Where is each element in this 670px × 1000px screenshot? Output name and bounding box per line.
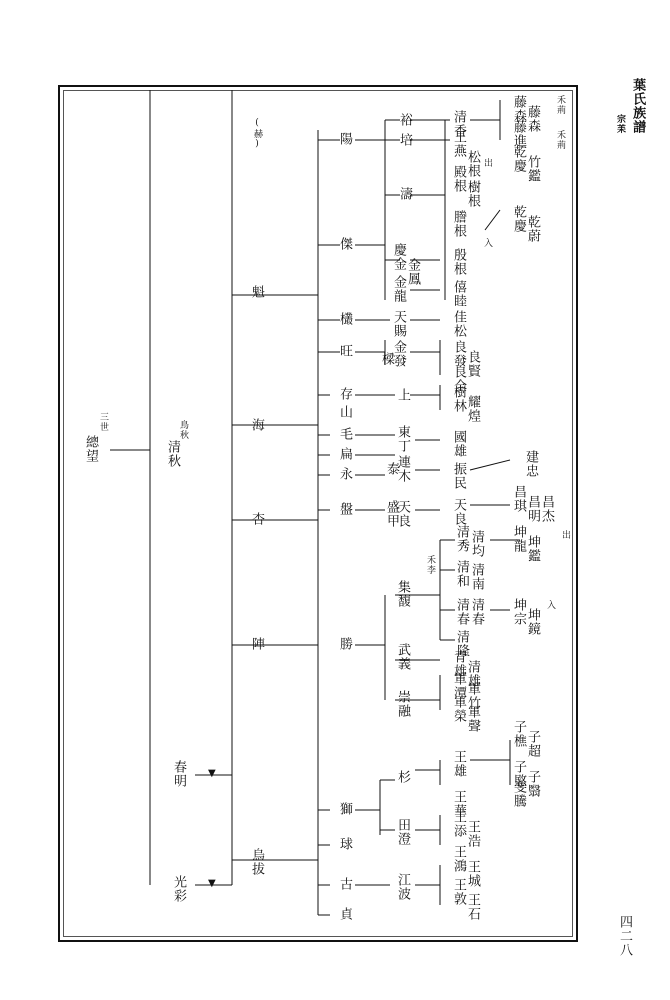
- great-grandson: 佳松: [451, 310, 466, 338]
- great-grandson: 殿根: [451, 165, 466, 193]
- son-zhen: 貞: [337, 907, 352, 921]
- fourth-gen: 坤鑑: [525, 535, 540, 563]
- great-grandson: 清均: [469, 530, 484, 558]
- note: 出: [560, 530, 570, 540]
- note: 入: [482, 238, 492, 248]
- son-yang: 陽: [337, 132, 352, 146]
- great-grandson: 王石: [465, 893, 480, 921]
- grandson: 清春: [454, 598, 469, 626]
- fourth-gen: 昌明: [525, 495, 540, 523]
- great-grandson: 松根: [465, 150, 480, 178]
- fourth-gen: 坤鏡: [525, 608, 540, 636]
- grandson: 田澄: [395, 818, 410, 846]
- grandson: 金發: [391, 340, 406, 368]
- grandson: 集馥: [395, 580, 410, 608]
- branch-niaoba: 烏拔: [249, 848, 264, 876]
- son-pan: 盤: [337, 502, 352, 516]
- grandson: 濤: [397, 187, 412, 201]
- branch-kui: 魁: [249, 285, 264, 299]
- grandson: 裕: [397, 113, 412, 127]
- great-grandson: 良全: [451, 365, 466, 393]
- great-grandson: 良發: [451, 340, 466, 368]
- great-grandson: 王雄: [451, 750, 466, 778]
- grandson: 連木: [395, 455, 410, 483]
- son-wang: 旺: [337, 344, 352, 358]
- grandson: 盛甲: [384, 500, 399, 528]
- great-grandson: 清春: [469, 598, 484, 626]
- grandson: 崇融: [395, 690, 410, 718]
- grandson: 培: [397, 133, 412, 147]
- son-qiu: 球: [337, 837, 352, 851]
- fourth-gen: 乾慶: [511, 205, 526, 233]
- grandson: 清隆: [454, 630, 469, 658]
- grandson: 東丁: [395, 425, 410, 453]
- son-gu: 古: [337, 877, 352, 891]
- grandson: 天良: [395, 500, 410, 528]
- great-grandson: 王華: [451, 790, 466, 818]
- great-grandson: 謄根: [451, 210, 466, 238]
- grandson: 天賜: [391, 310, 406, 338]
- book-title-text: 葉氏族譜: [630, 78, 646, 134]
- son-jie: 傑: [337, 237, 352, 251]
- book-suffix: 宗苿: [615, 114, 625, 134]
- great-grandson: 清香: [451, 110, 466, 138]
- fourth-gen: 建忠: [523, 450, 538, 478]
- great-grandson: 王城: [465, 860, 480, 888]
- fourth-gen: 昌杰: [539, 495, 554, 523]
- gen-name-qingqiu: 清秋: [165, 440, 180, 468]
- great-grandson: 王敦: [451, 878, 466, 906]
- grandson: 武義: [395, 643, 410, 671]
- great-grandson: 國雄: [451, 430, 466, 458]
- note: 禾荊: [555, 95, 565, 115]
- great-grandson: 軍竹: [465, 682, 480, 710]
- great-grandson: 王浩: [465, 820, 480, 848]
- son-bian: 扁: [337, 447, 352, 461]
- fourth-gen: 竹鑑: [525, 155, 540, 183]
- son-cong: 欉: [337, 312, 352, 326]
- great-grandson: 王燕: [451, 130, 466, 158]
- great-grandson: 王添: [451, 810, 466, 838]
- grandson: 江波: [395, 873, 410, 901]
- page-number: 四二八: [617, 915, 632, 957]
- gen-label: 三世: [98, 412, 108, 432]
- gen-name-chunming: 春明: [171, 760, 186, 788]
- branch-note: (赫): [252, 118, 262, 150]
- great-grandson: 僖睦: [451, 280, 466, 308]
- great-grandson: 振民: [451, 462, 466, 490]
- grandson: 樑: [379, 352, 394, 366]
- son-shan: 山: [337, 405, 352, 419]
- fourth-gen: 乾慶: [511, 145, 526, 173]
- great-grandson: 軍榮: [451, 695, 466, 723]
- great-grandson: 王鴻: [451, 845, 466, 873]
- triangle-icon: ▼: [208, 768, 216, 779]
- grandson: 上: [395, 388, 410, 402]
- son-mao: 毛: [337, 427, 352, 441]
- great-grandson: 清雄: [465, 660, 480, 688]
- grandson: 金鳳: [405, 258, 420, 286]
- fourth-gen: 坤龍: [511, 525, 526, 553]
- great-grandson: 清南: [469, 563, 484, 591]
- fourth-gen: 子超: [525, 730, 540, 758]
- fourth-gen: 昌琪: [511, 485, 526, 513]
- great-grandson: 天良: [451, 498, 466, 526]
- great-grandson: 良賢: [465, 350, 480, 378]
- fourth-gen: 子翳: [525, 770, 540, 798]
- fourth-gen: 藤進: [511, 120, 526, 148]
- son-yong: 永: [337, 467, 352, 481]
- great-grandson: 青雄: [451, 650, 466, 678]
- son-sheng: 勝: [337, 637, 352, 651]
- branch-hai: 海: [249, 418, 264, 432]
- gen-name-zongwang: 總望: [83, 435, 98, 463]
- great-grandson: 樹林: [451, 385, 466, 413]
- great-grandson: 耀煌: [465, 395, 480, 423]
- grandson: 清秀: [454, 525, 469, 553]
- fourth-gen: 斐騰: [511, 780, 526, 808]
- son-cun: 存: [337, 387, 352, 401]
- fourth-gen: 坤宗: [511, 598, 526, 626]
- note: 禾李: [425, 555, 435, 575]
- great-grandson: 軍潭: [451, 672, 466, 700]
- gen-name-guangcai: 光彩: [171, 875, 186, 903]
- grandson: 慶金: [391, 243, 406, 271]
- grandson: 杉: [395, 770, 410, 784]
- fourth-gen: 藤森: [511, 95, 526, 123]
- fourth-gen: 子樵: [511, 720, 526, 748]
- fourth-gen: 藤森: [525, 105, 540, 133]
- branch-chen: 陣: [249, 637, 264, 651]
- gen-note-niaoqiu: 鳥秋: [178, 420, 188, 440]
- note: 入: [545, 600, 555, 610]
- great-grandson: 殷根: [451, 248, 466, 276]
- son-shi: 獅: [337, 802, 352, 816]
- fourth-gen: 子愍: [511, 760, 526, 788]
- note: 出: [482, 158, 492, 168]
- great-grandson: 樹根: [465, 180, 480, 208]
- grandson: 泰: [384, 462, 399, 476]
- branch-xing: 杏: [249, 512, 264, 526]
- triangle-icon: ▼: [208, 878, 216, 889]
- grandson: 清和: [454, 560, 469, 588]
- great-grandson: 軍聲: [465, 705, 480, 733]
- fourth-gen: 乾蔚: [525, 215, 540, 243]
- grandson: 金龍: [391, 275, 406, 303]
- note: 禾荊: [555, 130, 565, 150]
